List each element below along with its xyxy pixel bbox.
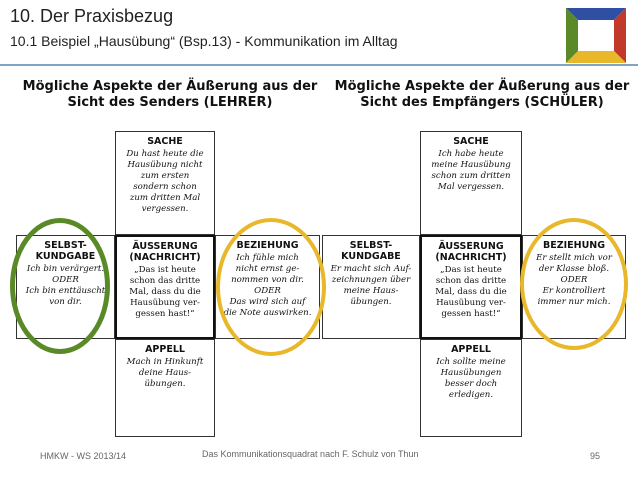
slide-title: 10. Der Praxisbezug: [10, 6, 174, 26]
right-beziehung-text: Er stellt mich vor der Klasse bloß. ODER Er kontrolliert immer nur mich.: [536, 253, 612, 307]
right-aeusserung-text: „Das ist heute schon das dritte Mal, dass du die Hausübung ver- gessen hast!“: [435, 265, 507, 319]
right-selbst-title: SELBST- KUNDGABE: [341, 240, 401, 262]
left-appell-text: Mach in Hinkunft deine Haus- übungen.: [126, 357, 204, 389]
header-rule: [0, 64, 638, 66]
left-beziehung-title: BEZIEHUNG: [236, 240, 299, 251]
right-appell-box: [420, 339, 522, 437]
right-beziehung-title: BEZIEHUNG: [542, 240, 606, 251]
right-heading-line2: Sicht des Empfängers (SCHÜLER): [360, 95, 604, 110]
left-appell-title: APPELL: [145, 344, 185, 355]
right-appell-text: Ich sollte meine Hausübungen besser doch erledigen.: [436, 357, 506, 400]
gold-highlight-ellipse-right: [520, 218, 628, 350]
footer-topic: Das Kommunikationsquadrat nach F. Schulz von Thun: [202, 449, 419, 459]
left-sache-title: SACHE: [147, 136, 183, 147]
right-sache-text: Ich habe heute meine Hausübung schon zum dritten Mal vergessen.: [431, 149, 511, 192]
left-selbst-text: Ich bin verärgert. ODER Ich bin enttäuscht von dir.: [25, 264, 106, 307]
green-highlight-ellipse: [10, 218, 110, 354]
right-sache-title: SACHE: [453, 136, 489, 147]
footer-course: HMKW - WS 2013/14: [40, 451, 127, 461]
right-selbst-text: Er macht sich Auf- zeichnungen über meine Haus- übungen.: [330, 264, 412, 307]
left-selbst-title: SELBST- KUNDGABE: [35, 240, 96, 262]
left-heading-line1: Mögliche Aspekte der Äußerung aus der: [22, 79, 318, 94]
left-appell-box: [115, 339, 215, 437]
left-aeusserung-text: „Das ist heute schon das dritte Mal, dass du die Hausübung ver- gessen hast!“: [129, 265, 201, 319]
slide-subtitle: 10.1 Beispiel „Hausübung“ (Bsp.13) - Kommunikation im Alltag: [10, 33, 398, 49]
left-sache-text: Du hast heute die Hausübung nicht zum ersten sondern schon zum dritten Mal vergessen.: [126, 149, 204, 214]
footer-page-number: 95: [590, 451, 601, 461]
left-sache-box: [115, 131, 215, 235]
left-heading-line2: Sicht des Senders (LEHRER): [67, 95, 273, 110]
left-aeusserung-box: [115, 235, 215, 339]
left-aeusserung-title: ÄUSSERUNG (NACHRICHT): [129, 241, 201, 263]
gold-highlight-ellipse-left: [216, 218, 326, 356]
right-appell-title: APPELL: [451, 344, 491, 355]
right-sache-box: [420, 131, 522, 235]
right-aeusserung-title: ÄUSSERUNG (NACHRICHT): [435, 241, 507, 263]
left-beziehung-text: Ich fühle mich nicht ernst ge- nommen von dir. ODER Das wird sich auf die Note auswirken.: [223, 253, 312, 318]
right-heading-line1: Mögliche Aspekte der Äußerung aus der: [334, 79, 630, 94]
logo-frame-icon: [566, 8, 626, 63]
right-selbst-box: [322, 235, 420, 339]
right-aeusserung-box: [420, 235, 522, 339]
